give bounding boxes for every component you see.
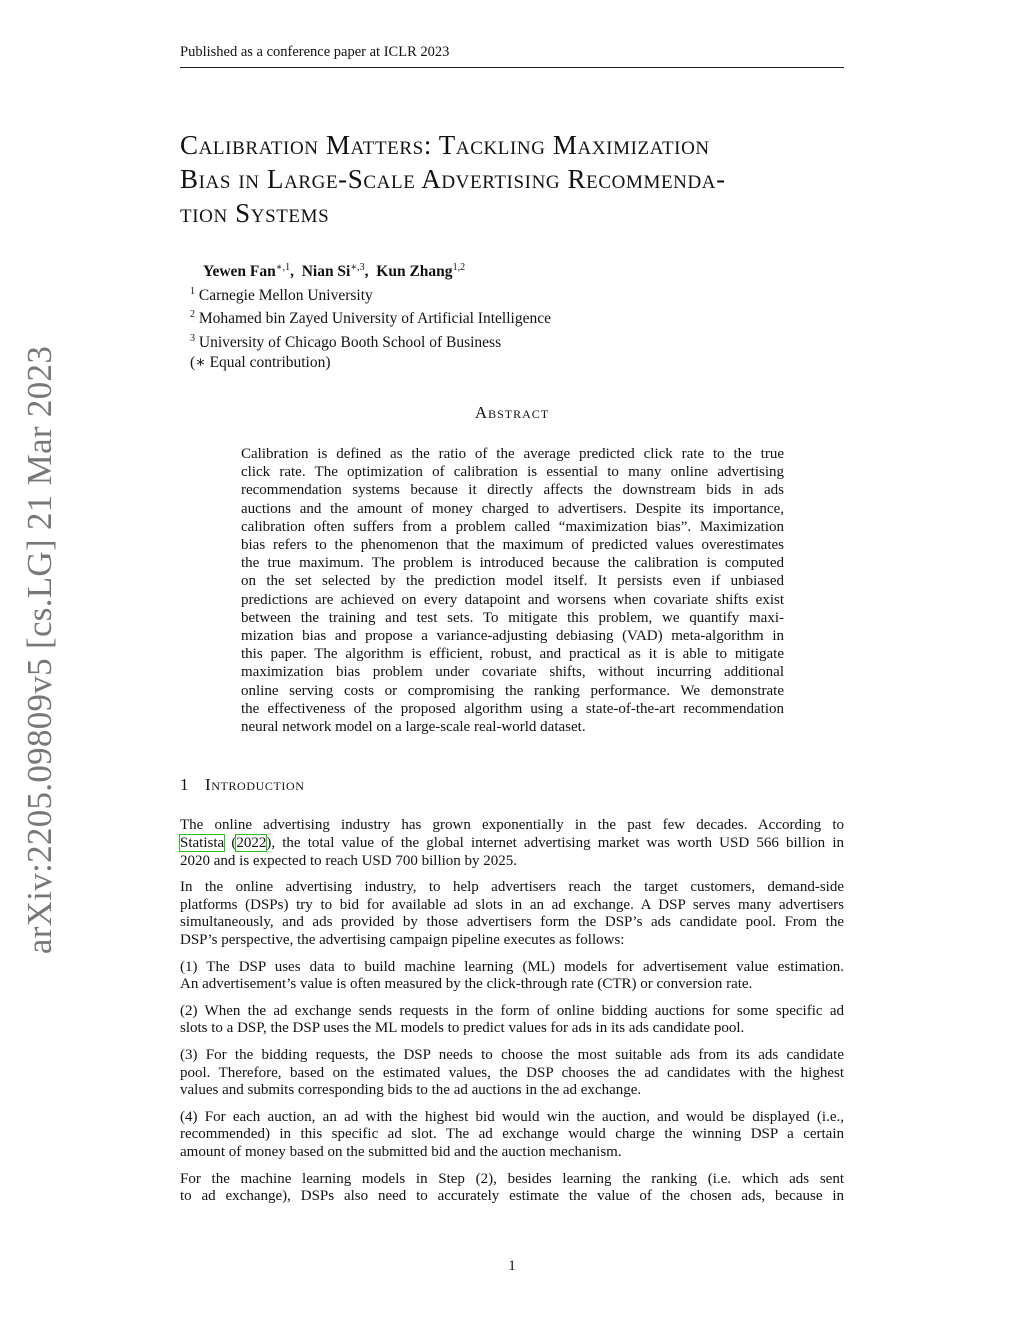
paper-title: [180, 128, 850, 230]
abstract-line: on the set selected by the prediction model itself. It persists even if unbiased: [241, 573, 784, 590]
abstract-line: Calibration is defined as the ratio of the average predicted click rate to the true: [241, 446, 784, 462]
affiliation-text: University of Chicago Booth School of Business: [198, 334, 502, 352]
section-title: Introduction: [205, 775, 305, 794]
section-number: 1: [180, 775, 190, 794]
paragraph-line: pool. Therefore, based on the estimated values, the DSP chooses the ad candidates with the highest: [180, 1064, 844, 1081]
abstract-line: online serving costs or compromising the ranking performance. We demonstrate: [241, 682, 784, 699]
author-marks: 1,2: [452, 262, 466, 273]
abstract-line: predictions are achieved on every datapoint and worsens when covariate shifts exist: [241, 591, 784, 608]
affiliation-text: Mohamed bin Zayed University of Artificial Intelligence: [198, 310, 551, 328]
affiliation-mark: 1: [190, 285, 195, 297]
affiliation-mark: 3: [190, 332, 195, 344]
paragraph: [180, 1171, 844, 1207]
author-list: Yewen Fan$^{∗,1}$, Nian $Si^{∗,3}$, Kun Zhang$^{1,2}$: [203, 262, 466, 281]
abstract-line: bias refers to the phenomenon that the maximum of predicted values overestimates: [241, 537, 784, 554]
abstract-line: recommendation systems because it directly affects the downstream bids in ads: [241, 482, 784, 499]
paragraph-line: simultaneously, and ads provided by those advertisers form the DSP’s ads candidate pool. From the: [180, 914, 844, 931]
abstract-line: mization bias and propose a variance-adjusting debiasing (VAD) meta-algorithm in: [241, 628, 784, 645]
paragraph-line: (3) For the bidding requests, the DSP needs to choose the most suitable ads from its ads candidate: [180, 1046, 844, 1063]
affiliation: [190, 282, 830, 306]
author-name: Nian Si: [301, 263, 351, 281]
paragraph-text: , the total value of the global internet advertising market was worth USD 566 billion in: [271, 834, 844, 851]
citation-year-link[interactable]: 2022: [236, 834, 267, 851]
page-number: 1: [508, 1258, 516, 1274]
paragraph: [180, 959, 844, 995]
section-heading: [180, 775, 305, 795]
paragraph-line: An advertisement’s value is often measured by the click-through rate (CTR) or conversion rate.: [180, 976, 753, 993]
author-marks: ∗,1: [275, 262, 291, 273]
affiliation: [190, 329, 830, 353]
paragraph-line: 2020 and is expected to reach USD 700 billion by 2025.: [180, 852, 518, 869]
title-line: Calibration Matters: Tackling Maximization: [180, 130, 710, 160]
citation-link[interactable]: Statista: [180, 834, 225, 851]
abstract-line: calibration often suffers from a problem called “maximization bias”. Maximization: [241, 518, 784, 535]
title-line: Bias in Large-Scale Advertising Recommenda-: [180, 164, 726, 194]
abstract-line: auctions and the amount of money charged to advertisers. Despite its importance,: [241, 500, 784, 517]
abstract-body: [241, 445, 784, 736]
running-header: Published as a conference paper at ICLR 2023: [180, 44, 844, 68]
paragraph-line: The online advertising industry has grown exponentially in the past few decades. According to: [180, 817, 844, 833]
paragraph: [180, 879, 844, 950]
equal-contribution-note: (∗ Equal contribution): [190, 353, 331, 371]
paragraph: [180, 1003, 844, 1039]
paragraph-line: recommended) in this specific ad slot. The ad exchange would charge the winning DSP a certain: [180, 1126, 844, 1143]
paragraph-line: slots to a DSP, the DSP uses the ML models to predict values for ads in its ads candidate pool.: [180, 1020, 745, 1037]
intro-body: [180, 817, 844, 1215]
affiliation: [190, 305, 830, 329]
arxiv-stamp: [10, 345, 70, 955]
title-line: tion Systems: [180, 198, 330, 228]
abstract-line: maximization bias problem under covariate shifts, without incurring additional: [241, 664, 784, 681]
paragraph-line: amount of money based on the submitted bid and the auction mechanism.: [180, 1144, 622, 1161]
paragraph-line: Statista (2022), the total value of the global internet advertising market was worth USD 566 billion in: [180, 834, 844, 851]
paragraph: [180, 817, 844, 870]
paragraph-line: values and submits corresponding bids to the ad auctions in the ad exchange.: [180, 1082, 642, 1099]
paragraph-line: to ad exchange), DSPs also need to accurately estimate the value of the chosen ads, because in: [180, 1188, 844, 1205]
abstract-heading: Abstract: [474, 403, 550, 422]
author-name: Yewen Fan: [203, 263, 276, 281]
paragraph-line: (1) The DSP uses data to build machine learning (ML) models for advertisement value estimation.: [180, 958, 844, 975]
abstract-line: click rate. The optimization of calibration is essential to many online advertising: [241, 464, 784, 481]
arxiv-stamp-text: arXiv:2205.09809v5 [cs.LG] 21 Mar 2023: [20, 345, 59, 955]
paragraph-line: In the online advertising industry, to help advertisers reach the target customers, demand-side: [180, 878, 844, 895]
abstract-line: the effectiveness of the proposed algorithm using a state-of-the-art recommendation: [241, 700, 784, 717]
affiliation-mark: 2: [190, 309, 195, 321]
paragraph: [180, 1109, 844, 1162]
abstract-line: this paper. The algorithm is efficient, robust, and practical as it is able to mitigate: [241, 646, 784, 663]
paragraph-line: (4) For each auction, an ad with the highest bid would win the auction, and would be displayed (i.e.,: [180, 1108, 844, 1125]
abstract-line: the true maximum. The problem is introduced because the calibration is computed: [241, 555, 784, 572]
author-marks: ∗,3: [350, 262, 365, 273]
author-block: [190, 258, 830, 372]
paragraph-line: (2) When the ad exchange sends requests in the form of online bidding auctions for some specific ad: [180, 1002, 844, 1019]
paragraph: [180, 1047, 844, 1100]
paragraph-line: DSP’s perspective, the advertising campaign pipeline executes as follows:: [180, 932, 625, 949]
paragraph-line: For the machine learning models in Step (2), besides learning the ranking (i.e. which ads sent: [180, 1170, 844, 1187]
author-name: Kun Zhang: [376, 263, 453, 281]
abstract-line: neural network model on a large-scale real-world dataset.: [241, 719, 586, 736]
affiliation-text: Carnegie Mellon University: [198, 286, 373, 304]
paragraph-line: platforms (DSPs) try to bid for available ad slots in an ad exchange. A DSP serves many advertisers: [180, 896, 844, 913]
abstract-line: between the training and test sets. To mitigate this problem, we quantify maxi-: [241, 609, 784, 626]
